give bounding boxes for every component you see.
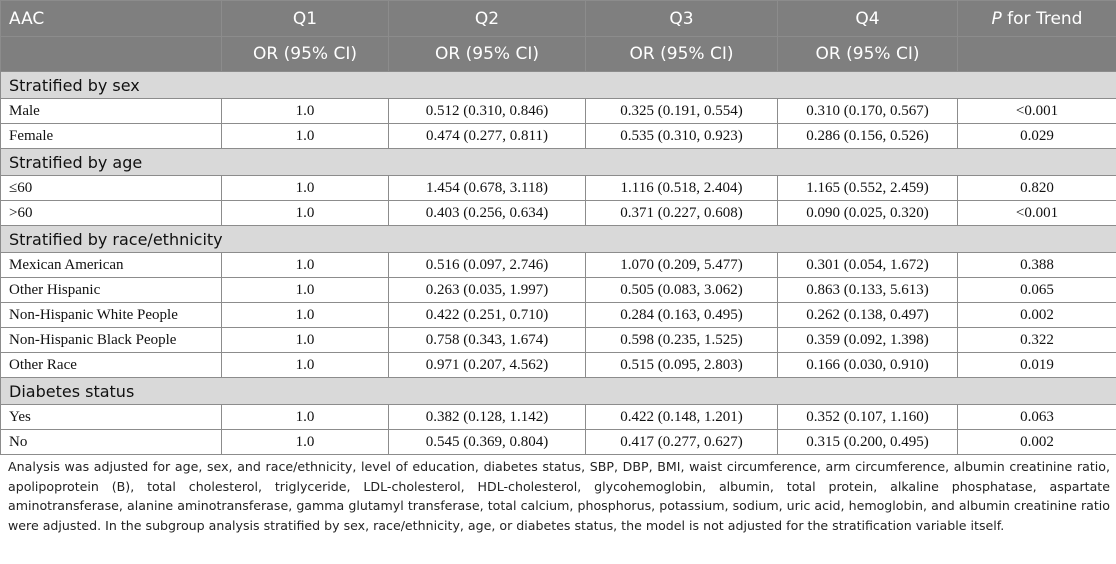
cell-q2: 0.382 (0.128, 1.142) — [389, 405, 586, 430]
header-row-quartiles — [1, 1, 1116, 37]
row-label: Female — [1, 124, 222, 149]
cell-p: 0.820 — [958, 176, 1116, 201]
cell-q3: 0.422 (0.148, 1.201) — [586, 405, 778, 430]
header-sub-q2: OR (95% CI) — [389, 37, 586, 72]
cell-p: 0.019 — [958, 353, 1116, 378]
cell-p: <0.001 — [958, 99, 1116, 124]
row-label: Other Hispanic — [1, 278, 222, 303]
table-row — [1, 176, 1116, 201]
cell-p: 0.063 — [958, 405, 1116, 430]
cell-q3: 0.325 (0.191, 0.554) — [586, 99, 778, 124]
cell-p: 0.322 — [958, 328, 1116, 353]
table-body — [1, 72, 1116, 455]
cell-q3: 0.535 (0.310, 0.923) — [586, 124, 778, 149]
cell-q2: 1.454 (0.678, 3.118) — [389, 176, 586, 201]
cell-q4: 0.310 (0.170, 0.567) — [778, 99, 958, 124]
cell-q2: 0.545 (0.369, 0.804) — [389, 430, 586, 455]
header-aac: AAC — [1, 1, 222, 37]
cell-q4: 0.166 (0.030, 0.910) — [778, 353, 958, 378]
table-row — [1, 124, 1116, 149]
cell-q1: 1.0 — [222, 405, 389, 430]
cell-q2: 0.971 (0.207, 4.562) — [389, 353, 586, 378]
header-sub-q1: OR (95% CI) — [222, 37, 389, 72]
cell-q4: 0.301 (0.054, 1.672) — [778, 253, 958, 278]
cell-q4: 1.165 (0.552, 2.459) — [778, 176, 958, 201]
header-sub-q4: OR (95% CI) — [778, 37, 958, 72]
cell-q1: 1.0 — [222, 253, 389, 278]
table-row — [1, 405, 1116, 430]
table-row — [1, 253, 1116, 278]
cell-q4: 0.090 (0.025, 0.320) — [778, 201, 958, 226]
header-q4: Q4 — [778, 1, 958, 37]
table-row — [1, 278, 1116, 303]
row-label: Non-Hispanic White People — [1, 303, 222, 328]
table-row — [1, 201, 1116, 226]
cell-q1: 1.0 — [222, 124, 389, 149]
cell-q1: 1.0 — [222, 176, 389, 201]
header-p-rest: for Trend — [1001, 8, 1083, 29]
table-row — [1, 99, 1116, 124]
table-row — [1, 430, 1116, 455]
cell-q3: 1.116 (0.518, 2.404) — [586, 176, 778, 201]
header-p-for-trend — [958, 1, 1116, 37]
table-footnote: Analysis was adjusted for age, sex, and race/ethnicity, level of education, diabetes status, SBP, DBP, BMI, waist circumference, arm circumference, albumin creatinine ratio, apolipoprotein (B), total cholesterol, triglyceride, LDL-cholesterol, HDL-cholesterol, glycohemoglobin, albumin, total protein, alkaline phosphatase, aspartate aminotransferase, alanine aminotransferase, gamma glutamyl transferase, total calcium, phosphorus, potassium, sodium, uric acid, hemoglobin, and albumin creatinine ratio were adjusted. In the subgroup analysis stratified by sex, race/ethnicity, age, or diabetes status, the model is not adjusted for the stratification variable itself. — [8, 459, 1110, 533]
cell-q2: 0.474 (0.277, 0.811) — [389, 124, 586, 149]
table-row — [1, 353, 1116, 378]
cell-q3: 0.505 (0.083, 3.062) — [586, 278, 778, 303]
cell-q4: 0.863 (0.133, 5.613) — [778, 278, 958, 303]
table-header — [1, 1, 1116, 72]
row-label: ≤60 — [1, 176, 222, 201]
cell-q4: 0.359 (0.092, 1.398) — [778, 328, 958, 353]
row-label: Other Race — [1, 353, 222, 378]
row-label: Male — [1, 99, 222, 124]
cell-q4: 0.315 (0.200, 0.495) — [778, 430, 958, 455]
section-row-sex — [1, 72, 1116, 99]
cell-q1: 1.0 — [222, 278, 389, 303]
cell-p: 0.388 — [958, 253, 1116, 278]
section-row-race — [1, 226, 1116, 253]
cell-p: <0.001 — [958, 201, 1116, 226]
cell-q1: 1.0 — [222, 303, 389, 328]
header-sub-empty-left — [1, 37, 222, 72]
cell-q1: 1.0 — [222, 99, 389, 124]
cell-q2: 0.512 (0.310, 0.846) — [389, 99, 586, 124]
row-label: >60 — [1, 201, 222, 226]
header-q3: Q3 — [586, 1, 778, 37]
section-title: Stratified by age — [1, 149, 1116, 176]
cell-q4: 0.262 (0.138, 0.497) — [778, 303, 958, 328]
cell-q1: 1.0 — [222, 201, 389, 226]
cell-q1: 1.0 — [222, 353, 389, 378]
header-row-or — [1, 37, 1116, 72]
cell-q3: 1.070 (0.209, 5.477) — [586, 253, 778, 278]
cell-q3: 0.371 (0.227, 0.608) — [586, 201, 778, 226]
cell-q1: 1.0 — [222, 430, 389, 455]
row-label: Mexican American — [1, 253, 222, 278]
header-q1: Q1 — [222, 1, 389, 37]
section-title: Stratified by sex — [1, 72, 1116, 99]
cell-q2: 0.422 (0.251, 0.710) — [389, 303, 586, 328]
section-row-age — [1, 149, 1116, 176]
cell-q2: 0.758 (0.343, 1.674) — [389, 328, 586, 353]
cell-q3: 0.417 (0.277, 0.627) — [586, 430, 778, 455]
section-title: Diabetes status — [1, 378, 1116, 405]
cell-q4: 0.352 (0.107, 1.160) — [778, 405, 958, 430]
table-row — [1, 328, 1116, 353]
cell-p: 0.029 — [958, 124, 1116, 149]
cell-p: 0.065 — [958, 278, 1116, 303]
cell-q3: 0.598 (0.235, 1.525) — [586, 328, 778, 353]
row-label: Non-Hispanic Black People — [1, 328, 222, 353]
row-label: No — [1, 430, 222, 455]
header-sub-q3: OR (95% CI) — [586, 37, 778, 72]
header-sub-empty-right — [958, 37, 1116, 72]
section-row-diabetes — [1, 378, 1116, 405]
header-q2: Q2 — [389, 1, 586, 37]
cell-p: 0.002 — [958, 303, 1116, 328]
cell-q3: 0.284 (0.163, 0.495) — [586, 303, 778, 328]
cell-p: 0.002 — [958, 430, 1116, 455]
cell-q4: 0.286 (0.156, 0.526) — [778, 124, 958, 149]
cell-q3: 0.515 (0.095, 2.803) — [586, 353, 778, 378]
cell-q1: 1.0 — [222, 328, 389, 353]
table-row — [1, 303, 1116, 328]
row-label: Yes — [1, 405, 222, 430]
header-p-italic: P — [991, 8, 1002, 29]
cell-q2: 0.263 (0.035, 1.997) — [389, 278, 586, 303]
section-title: Stratified by race/ethnicity — [1, 226, 1116, 253]
cell-q2: 0.516 (0.097, 2.746) — [389, 253, 586, 278]
cell-q2: 0.403 (0.256, 0.634) — [389, 201, 586, 226]
